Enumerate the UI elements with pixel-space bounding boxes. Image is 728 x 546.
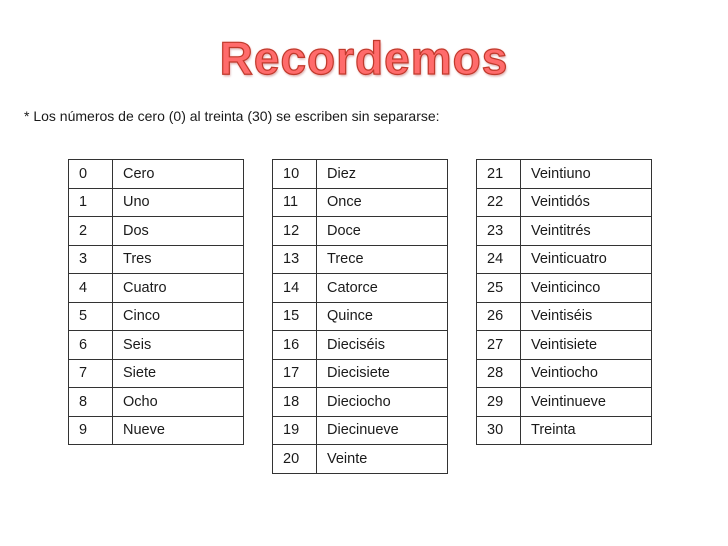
number-cell: 20 — [273, 445, 317, 474]
table-row — [273, 217, 448, 246]
table-row — [69, 217, 244, 246]
numbers-table-21-30 — [476, 159, 652, 445]
numbers-table-0-9 — [68, 159, 244, 445]
table-row — [273, 160, 448, 189]
number-cell: 29 — [477, 388, 521, 417]
table-row — [69, 274, 244, 303]
number-cell: 1 — [69, 188, 113, 217]
table-row — [273, 274, 448, 303]
table-row — [69, 388, 244, 417]
number-word-cell: Catorce — [317, 274, 448, 303]
number-cell: 30 — [477, 416, 521, 445]
number-cell: 27 — [477, 331, 521, 360]
number-word-cell: Veintiocho — [521, 359, 652, 388]
number-word-cell: Dieciséis — [317, 331, 448, 360]
number-word-cell: Cuatro — [113, 274, 244, 303]
number-word-cell: Ocho — [113, 388, 244, 417]
number-word-cell: Tres — [113, 245, 244, 274]
slide-title: Recordemos — [219, 32, 509, 84]
table-row — [273, 416, 448, 445]
number-word-cell: Doce — [317, 217, 448, 246]
number-cell: 28 — [477, 359, 521, 388]
number-cell: 23 — [477, 217, 521, 246]
number-cell: 24 — [477, 245, 521, 274]
table-row — [273, 245, 448, 274]
table-row — [69, 188, 244, 217]
number-word-cell: Nueve — [113, 416, 244, 445]
number-word-cell: Veinte — [317, 445, 448, 474]
number-cell: 7 — [69, 359, 113, 388]
number-cell: 6 — [69, 331, 113, 360]
table-row — [477, 245, 652, 274]
number-cell: 5 — [69, 302, 113, 331]
number-word-cell: Cinco — [113, 302, 244, 331]
table-row — [273, 359, 448, 388]
number-cell: 9 — [69, 416, 113, 445]
number-cell: 22 — [477, 188, 521, 217]
number-word-cell: Veintiuno — [521, 160, 652, 189]
number-cell: 19 — [273, 416, 317, 445]
number-cell: 16 — [273, 331, 317, 360]
number-cell: 8 — [69, 388, 113, 417]
number-cell: 26 — [477, 302, 521, 331]
subtitle-note: * Los números de cero (0) al treinta (30) se escriben sin separarse: — [24, 108, 440, 124]
table-row — [69, 160, 244, 189]
table-row — [477, 331, 652, 360]
table-row — [477, 416, 652, 445]
number-word-cell: Veinticinco — [521, 274, 652, 303]
number-cell: 14 — [273, 274, 317, 303]
table-row — [273, 445, 448, 474]
number-cell: 0 — [69, 160, 113, 189]
number-word-cell: Veintisiete — [521, 331, 652, 360]
table-row — [69, 302, 244, 331]
number-cell: 25 — [477, 274, 521, 303]
number-word-cell: Veintidós — [521, 188, 652, 217]
numbers-table-10-20 — [272, 159, 448, 474]
number-word-cell: Veintiséis — [521, 302, 652, 331]
number-word-cell: Veintitrés — [521, 217, 652, 246]
number-word-cell: Trece — [317, 245, 448, 274]
table-row — [477, 274, 652, 303]
table-row — [69, 245, 244, 274]
number-word-cell: Dieciocho — [317, 388, 448, 417]
table-row — [477, 160, 652, 189]
number-cell: 21 — [477, 160, 521, 189]
table-row — [273, 388, 448, 417]
table-row — [477, 388, 652, 417]
number-cell: 18 — [273, 388, 317, 417]
number-word-cell: Veinticuatro — [521, 245, 652, 274]
number-cell: 3 — [69, 245, 113, 274]
number-word-cell: Diecisiete — [317, 359, 448, 388]
table-row — [273, 188, 448, 217]
number-word-cell: Uno — [113, 188, 244, 217]
number-word-cell: Quince — [317, 302, 448, 331]
table-row — [69, 331, 244, 360]
number-cell: 10 — [273, 160, 317, 189]
table-row — [477, 302, 652, 331]
number-cell: 12 — [273, 217, 317, 246]
table-row — [477, 188, 652, 217]
table-row — [477, 217, 652, 246]
number-cell: 2 — [69, 217, 113, 246]
number-cell: 4 — [69, 274, 113, 303]
number-cell: 11 — [273, 188, 317, 217]
number-word-cell: Diez — [317, 160, 448, 189]
number-word-cell: Seis — [113, 331, 244, 360]
number-word-cell: Dos — [113, 217, 244, 246]
number-word-cell: Treinta — [521, 416, 652, 445]
table-row — [273, 302, 448, 331]
number-cell: 17 — [273, 359, 317, 388]
number-cell: 13 — [273, 245, 317, 274]
table-row — [273, 331, 448, 360]
number-word-cell: Siete — [113, 359, 244, 388]
table-row — [69, 416, 244, 445]
table-row — [69, 359, 244, 388]
number-cell: 15 — [273, 302, 317, 331]
number-word-cell: Diecinueve — [317, 416, 448, 445]
number-word-cell: Cero — [113, 160, 244, 189]
number-word-cell: Veintinueve — [521, 388, 652, 417]
number-word-cell: Once — [317, 188, 448, 217]
table-row — [477, 359, 652, 388]
